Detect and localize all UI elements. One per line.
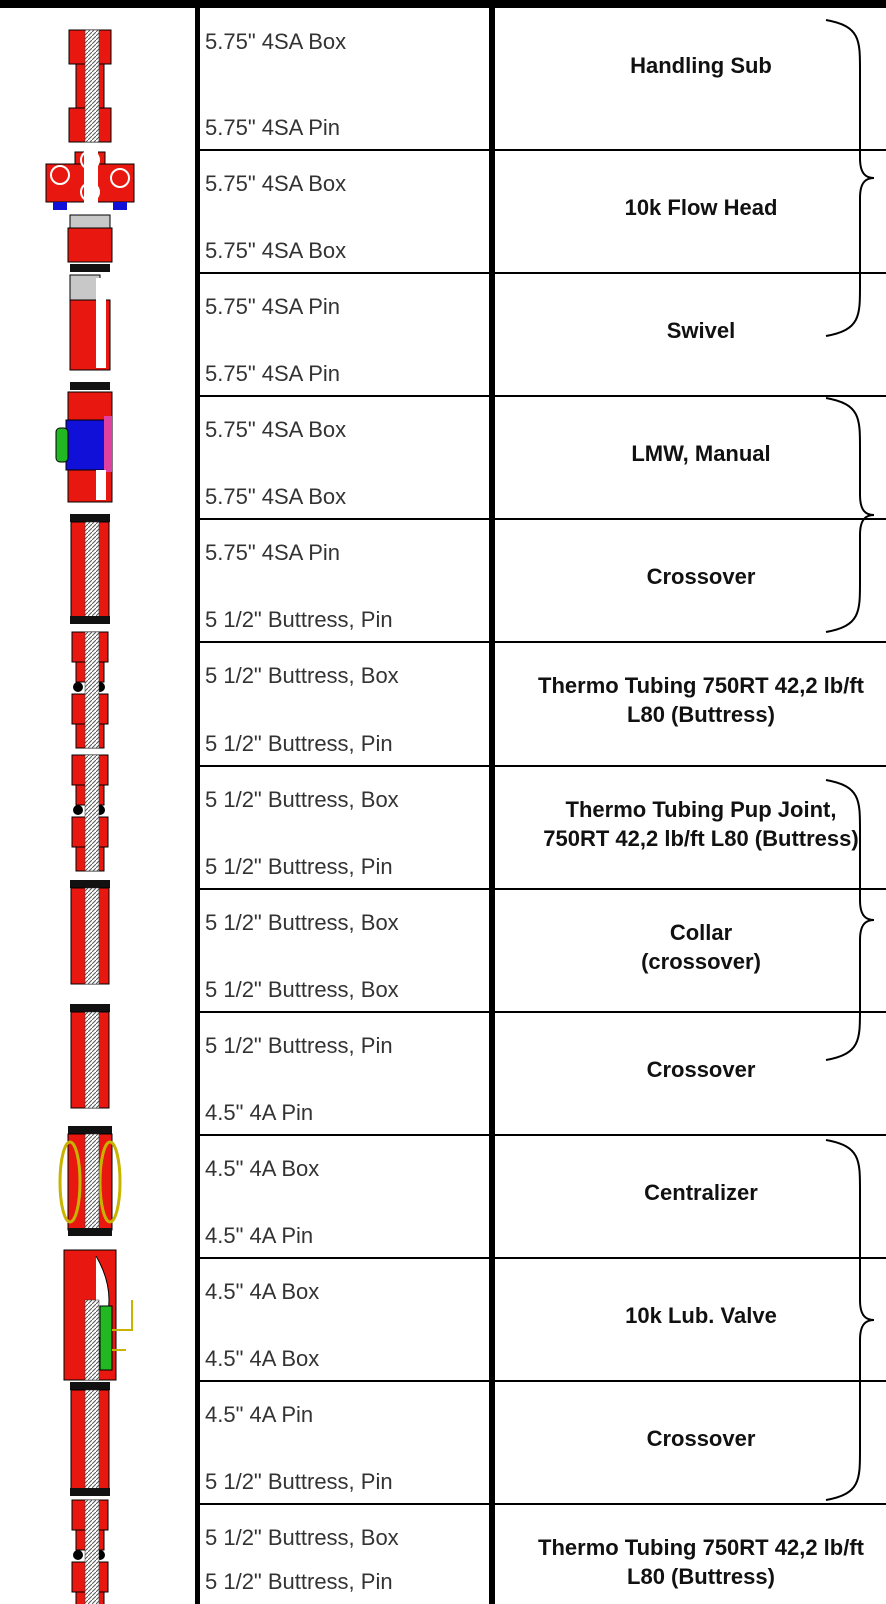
component-name-line: Crossover <box>646 1057 756 1082</box>
top-connection-label: 5 1/2" Buttress, Pin <box>205 1033 393 1058</box>
swivel-body-upper <box>68 228 112 262</box>
crossover-1-top-collar <box>70 514 110 522</box>
flow-head-wheel-icon <box>51 166 69 184</box>
centralizer-top-collar <box>68 1126 112 1134</box>
component-name <box>496 51 886 80</box>
flow-head-wheel-icon <box>111 169 129 187</box>
component-name-line: L80 (Buttress) <box>627 1563 775 1589</box>
bottom-connection-label: 5.75" 4SA Box <box>205 484 347 509</box>
component-name <box>496 671 886 729</box>
lmw-seal <box>104 416 112 472</box>
lmw-bore <box>96 470 106 500</box>
top-connection-label: 5 1/2" Buttress, Box <box>205 910 399 935</box>
swivel-collar <box>70 264 110 272</box>
top-connection-label: 5.75" 4SA Box <box>205 171 347 196</box>
tool-string-drawing <box>0 0 200 1604</box>
crossover-3-bore <box>85 1390 99 1490</box>
component-name <box>496 918 886 976</box>
row-separator <box>199 1257 886 1259</box>
bottom-connection-label: 5 1/2" Buttress, Pin <box>205 1469 393 1494</box>
lmw-collar <box>70 382 110 390</box>
top-connection-label: 4.5" 4A Box <box>205 1156 320 1181</box>
lub-valve-actuator <box>100 1306 112 1370</box>
component-name-line: Thermo Tubing Pup Joint, <box>565 796 837 822</box>
crossover-2-top-collar <box>70 1004 110 1012</box>
swivel-bore <box>96 278 106 368</box>
flow-head-foot-right <box>113 202 127 210</box>
thermo-tubing-2-joint-left <box>73 1550 83 1560</box>
brace-valve-group <box>826 398 874 632</box>
row-separator <box>199 518 886 520</box>
component-name-line: Handling Sub <box>630 53 772 78</box>
component-name <box>496 316 886 345</box>
bottom-connection-label: 5.75" 4SA Pin <box>205 115 341 140</box>
lub-valve-bore <box>85 1300 99 1380</box>
crossover-3-bottom-collar <box>70 1488 110 1496</box>
table-top-border <box>0 0 886 8</box>
thermo-pup-joint-bore <box>85 755 99 871</box>
component-name-line: LMW, Manual <box>631 441 771 466</box>
component-name <box>496 1178 886 1207</box>
lmw-gate-icon <box>66 420 106 470</box>
crossover-2-bore <box>85 1012 99 1108</box>
handling-sub-bore <box>85 30 99 142</box>
collar-top <box>70 880 110 888</box>
row-separator <box>199 888 886 890</box>
row-separator <box>199 641 886 643</box>
component-name <box>496 1301 886 1330</box>
flow-head-foot-left <box>53 202 67 210</box>
row-separator <box>199 395 886 397</box>
component-name-line: Crossover <box>646 1426 756 1451</box>
component-name <box>496 1533 886 1591</box>
bottom-connection-label: 4.5" 4A Pin <box>205 1223 314 1248</box>
component-name <box>496 193 886 222</box>
component-name-line: 10k Flow Head <box>624 195 778 220</box>
component-name-line: Swivel <box>666 318 736 343</box>
thermo-tubing-1-joint-left <box>73 682 83 692</box>
component-name-line: (crossover) <box>641 948 761 974</box>
component-name <box>496 795 886 853</box>
row-separator <box>199 1134 886 1136</box>
row-separator <box>199 1503 886 1505</box>
column-divider-1 <box>195 0 200 1604</box>
thermo-tubing-1-bore <box>85 632 99 748</box>
bottom-connection-label: 5 1/2" Buttress, Pin <box>205 731 393 756</box>
bottom-connection-label: 5.75" 4SA Box <box>205 238 347 263</box>
bottom-connection-label: 5 1/2" Buttress, Pin <box>205 1569 393 1594</box>
row-separator <box>199 765 886 767</box>
bottom-connection-label: 4.5" 4A Box <box>205 1346 320 1371</box>
bottom-connection-label: 5 1/2" Buttress, Pin <box>205 607 393 632</box>
component-name <box>496 1424 886 1453</box>
centralizer-bore <box>85 1134 99 1230</box>
collar-bore <box>85 888 99 984</box>
top-connection-label: 5.75" 4SA Box <box>205 417 347 442</box>
crossover-1-bottom-collar <box>70 616 110 624</box>
crossover-1-bore <box>85 522 99 618</box>
thermo-pup-joint-joint-left <box>73 805 83 815</box>
component-name-line: Collar <box>669 919 733 945</box>
flow-head-bore <box>84 150 98 210</box>
component-name <box>496 1055 886 1084</box>
row-separator <box>199 1380 886 1382</box>
top-connection-label: 5.75" 4SA Pin <box>205 294 341 319</box>
component-name-line: 10k Lub. Valve <box>625 1303 777 1328</box>
column-divider-2 <box>489 0 495 1604</box>
bottom-connection-label: 5.75" 4SA Pin <box>205 361 341 386</box>
bottom-connection-label: 4.5" 4A Pin <box>205 1100 314 1125</box>
top-connection-label: 4.5" 4A Pin <box>205 1402 314 1427</box>
component-name-line: Thermo Tubing 750RT 42,2 lb/ft <box>538 672 864 698</box>
top-connection-label: 5 1/2" Buttress, Box <box>205 1525 399 1550</box>
top-connection-label: 5.75" 4SA Box <box>205 29 347 54</box>
row-separator <box>199 272 886 274</box>
component-name <box>496 439 886 468</box>
centralizer-bottom-collar <box>68 1228 112 1236</box>
bottom-connection-label: 5 1/2" Buttress, Box <box>205 977 399 1002</box>
top-connection-label: 5.75" 4SA Pin <box>205 540 341 565</box>
bottom-connection-label: 5 1/2" Buttress, Pin <box>205 854 393 879</box>
top-connection-label: 5 1/2" Buttress, Box <box>205 787 399 812</box>
component-name-line: L80 (Buttress) <box>627 701 775 727</box>
crossover-3-top-collar <box>70 1382 110 1390</box>
row-separator <box>199 149 886 151</box>
thermo-tubing-2-bore <box>85 1500 99 1604</box>
top-connection-label: 5 1/2" Buttress, Box <box>205 663 399 688</box>
row-separator <box>199 1011 886 1013</box>
component-name-line: Thermo Tubing 750RT 42,2 lb/ft <box>538 1534 864 1560</box>
component-name-line: Centralizer <box>644 1180 758 1205</box>
component-name-line: 750RT 42,2 lb/ft L80 (Buttress) <box>543 825 859 851</box>
lmw-handle-icon <box>56 428 68 462</box>
component-name-line: Crossover <box>646 564 756 589</box>
component-name <box>496 562 886 591</box>
top-connection-label: 4.5" 4A Box <box>205 1279 320 1304</box>
